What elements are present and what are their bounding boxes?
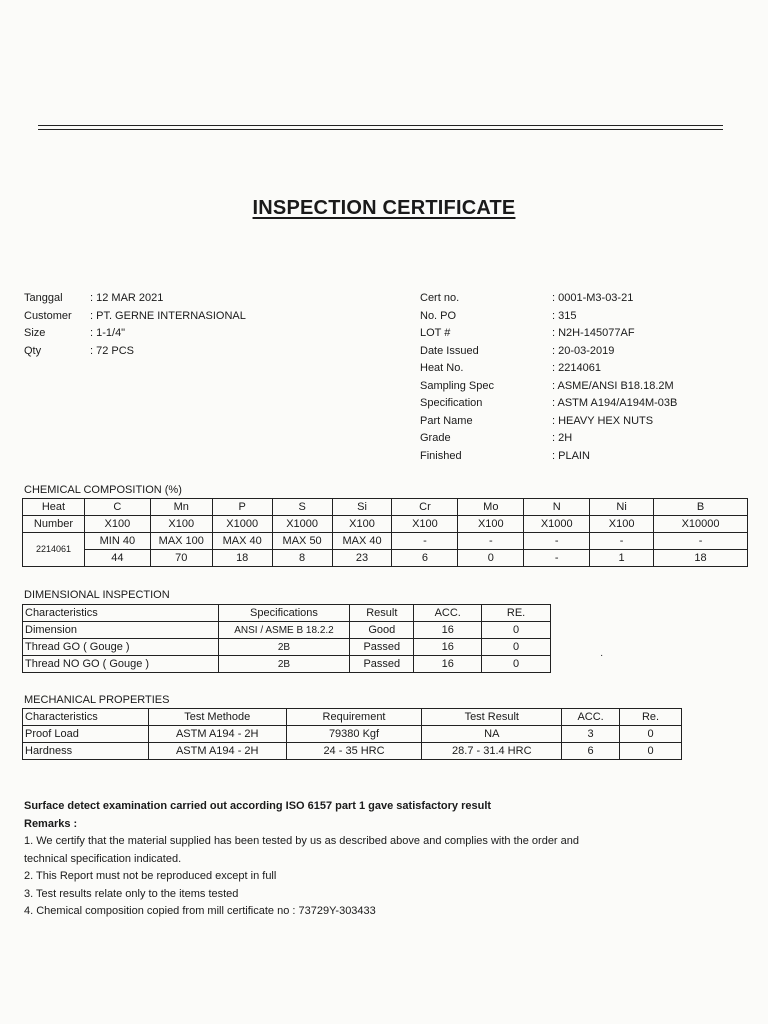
dim-cell: 16 [414, 622, 482, 639]
chem-multiplier-row [23, 516, 748, 533]
mech-header-cell: Test Result [422, 709, 562, 726]
dimensional-section-title: DIMENSIONAL INSPECTION [24, 589, 170, 601]
dim-cell: Thread GO ( Gouge ) [23, 639, 219, 656]
mech-cell: NA [422, 726, 562, 743]
info-row-cert-no: Cert no. : 0001-M3-03-21 [420, 292, 634, 304]
dim-cell: 0 [482, 656, 551, 673]
chem-heat-number-cell: 2214061 [23, 533, 85, 567]
chem-multiplier-cell: X100 [458, 516, 524, 533]
chem-multiplier-cell: X1000 [524, 516, 590, 533]
dim-cell: 0 [482, 622, 551, 639]
mech-cell: Hardness [23, 743, 149, 760]
chem-limit-cell: - [392, 533, 458, 550]
chem-multiplier-cell: X10000 [654, 516, 748, 533]
chem-result-cell: 18 [212, 550, 272, 567]
chem-limit-cell: - [524, 533, 590, 550]
mech-cell: 3 [562, 726, 620, 743]
remark-item-1: 1. We certify that the material supplied has been tested by us as described above and complies with the order and technical specification indicated. [24, 835, 580, 865]
top-rule [38, 125, 723, 126]
mech-cell: Proof Load [23, 726, 149, 743]
chem-limit-cell: MAX 100 [150, 533, 212, 550]
dim-row [23, 622, 551, 639]
chem-element-cell: Ni [590, 499, 654, 516]
dim-cell: 0 [482, 639, 551, 656]
chem-number-label-cell: Number [23, 516, 85, 533]
chem-result-cell: 70 [150, 550, 212, 567]
info-row-tanggal: Tanggal : 12 MAR 2021 [24, 292, 164, 304]
chem-limit-row [23, 533, 748, 550]
remarks-heading: Remarks : [24, 817, 78, 830]
chem-result-cell: 23 [332, 550, 392, 567]
chem-multiplier-cell: X100 [84, 516, 150, 533]
info-row-grade: Grade : 2H [420, 432, 573, 444]
chem-multiplier-cell: X1000 [272, 516, 332, 533]
info-row-date-issued: Date Issued : 20-03-2019 [420, 344, 615, 357]
chem-result-cell: 8 [272, 550, 332, 567]
mech-cell: 6 [562, 743, 620, 760]
mech-header-cell: Requirement [286, 709, 422, 726]
dim-header-row [23, 605, 551, 622]
dim-cell: 16 [414, 656, 482, 673]
document-title: INSPECTION CERTIFICATE [252, 197, 516, 219]
chem-heat-label-cell: Heat [23, 499, 85, 516]
info-left [24, 290, 246, 360]
dim-cell: Thread NO GO ( Gouge ) [23, 656, 219, 673]
chem-result-cell: - [524, 550, 590, 567]
dim-cell: 2B [218, 656, 350, 673]
chem-element-cell: Mn [150, 499, 212, 516]
mech-header-cell: Test Methode [148, 709, 286, 726]
chemical-table [22, 498, 748, 567]
dimensional-table [22, 604, 551, 673]
chem-limit-cell: MIN 40 [84, 533, 150, 550]
top-rule-second [38, 129, 723, 130]
chem-limit-cell: - [458, 533, 524, 550]
chem-limit-cell: MAX 40 [332, 533, 392, 550]
mech-cell: ASTM A194 - 2H [148, 743, 286, 760]
mech-cell: 79380 Kgf [286, 726, 422, 743]
info-row-specification: Specification : ASTM A194/A194M-03B [420, 397, 678, 409]
dim-cell: 16 [414, 639, 482, 656]
chem-element-cell: Mo [458, 499, 524, 516]
info-row-lot: LOT # : N2H-145077AF [420, 327, 635, 339]
chem-result-cell: 18 [654, 550, 748, 567]
dim-cell: 2B [218, 639, 350, 656]
dim-header-cell: ACC. [414, 605, 482, 622]
dim-header-cell: RE. [482, 605, 551, 622]
chem-result-row [23, 550, 748, 567]
chem-element-cell: Cr [392, 499, 458, 516]
info-row-heat-no: Heat No. : 2214061 [420, 362, 601, 374]
chem-element-cell: Si [332, 499, 392, 516]
info-row-qty: Qty : 72 PCS [24, 344, 135, 357]
chem-header-row [23, 499, 748, 516]
chem-multiplier-cell: X100 [332, 516, 392, 533]
mech-cell: 24 - 35 HRC [286, 743, 422, 760]
mech-cell: ASTM A194 - 2H [148, 726, 286, 743]
mech-cell: 0 [620, 726, 682, 743]
chem-result-cell: 0 [458, 550, 524, 567]
chem-limit-cell: MAX 40 [212, 533, 272, 550]
info-row-po: No. PO : 315 [420, 309, 577, 322]
chem-multiplier-cell: X100 [150, 516, 212, 533]
chem-multiplier-cell: X100 [392, 516, 458, 533]
info-row-finished: Finished : PLAIN [420, 449, 590, 462]
dim-cell: Passed [350, 656, 414, 673]
chem-element-cell: B [654, 499, 748, 516]
remark-item-2: 2. This Report must not be reproduced except in full [24, 870, 277, 882]
info-right [420, 290, 677, 465]
chem-element-cell: S [272, 499, 332, 516]
chem-limit-cell: MAX 50 [272, 533, 332, 550]
chem-result-cell: 6 [392, 550, 458, 567]
mech-cell: 0 [620, 743, 682, 760]
chem-element-cell: C [84, 499, 150, 516]
mech-header-cell: Re. [620, 709, 682, 726]
mech-row [23, 743, 682, 760]
chemical-section-title: CHEMICAL COMPOSITION (%) [24, 484, 182, 496]
mech-row [23, 726, 682, 743]
dim-cell: Good [350, 622, 414, 639]
chem-element-cell: N [524, 499, 590, 516]
scan-speck: · [600, 650, 604, 661]
chem-multiplier-cell: X1000 [212, 516, 272, 533]
remark-item-3: 3. Test results relate only to the items tested [24, 887, 239, 900]
mechanical-table [22, 708, 682, 760]
info-row-part-name: Part Name : HEAVY HEX NUTS [420, 414, 654, 427]
chem-limit-cell: - [654, 533, 748, 550]
mech-cell: 28.7 - 31.4 HRC [422, 743, 562, 760]
mech-header-cell: ACC. [562, 709, 620, 726]
info-row-customer: Customer : PT. GERNE INTERNASIONAL [24, 309, 246, 322]
dim-row [23, 656, 551, 673]
mechanical-section-title: MECHANICAL PROPERTIES [24, 694, 170, 706]
info-row-sampling-spec: Sampling Spec : ASME/ANSI B18.18.2M [420, 379, 674, 392]
chem-result-cell: 44 [84, 550, 150, 567]
remark-item-4: 4. Chemical composition copied from mill certificate no : 73729Y-303433 [24, 905, 376, 917]
surface-examination-note: Surface detect examination carried out according ISO 6157 part 1 gave satisfactory result [24, 800, 492, 812]
dim-cell: ANSI / ASME B 18.2.2 [218, 622, 350, 639]
dim-header-cell: Characteristics [23, 605, 219, 622]
dim-header-cell: Specifications [218, 605, 350, 622]
dim-row [23, 639, 551, 656]
info-row-size: Size : 1-1/4" [24, 327, 126, 339]
chem-limit-cell: - [590, 533, 654, 550]
remarks-block [24, 798, 724, 921]
mech-header-row [23, 709, 682, 726]
chem-result-cell: 1 [590, 550, 654, 567]
chem-element-cell: P [212, 499, 272, 516]
mech-header-cell: Characteristics [23, 709, 149, 726]
dim-cell: Dimension [23, 622, 219, 639]
dim-cell: Passed [350, 639, 414, 656]
dim-header-cell: Result [350, 605, 414, 622]
chem-multiplier-cell: X100 [590, 516, 654, 533]
